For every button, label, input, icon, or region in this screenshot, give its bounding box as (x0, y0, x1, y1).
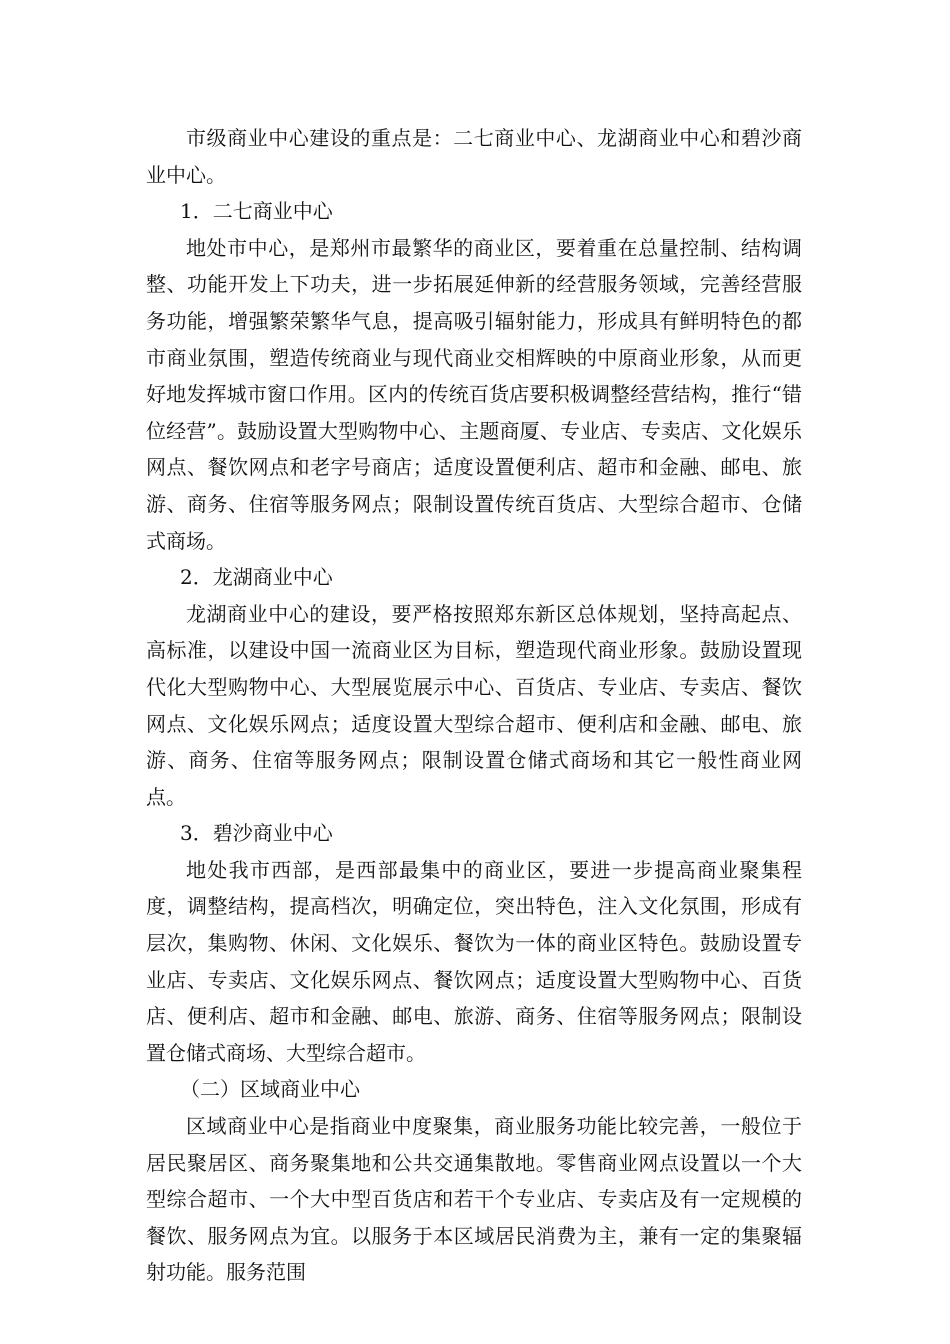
document-body (146, 120, 802, 1291)
section-2-heading: 2．龙湖商业中心 (180, 565, 333, 590)
section-1-paragraph: 地处市中心，是郑州市最繁华的商业区，要着重在总量控制、结构调整、功能开发上下功夫，进一步拓展延伸新的经营服务领域，完善经营服务功能，增强繁荣繁华气息，提高吸引辐射能力，形成具有鲜明特色的都市商业氛围，塑造传统商业与现代商业交相辉映的中原商业形象，从而更好地发挥城市窗口作用。区内的传统百货店要积极调整经营结构，推行“错位经营”。鼓励设置大型购物中心、主题商厦、专业店、专卖店、文化娱乐网点、餐饮网点和老字号商店；适度设置便利店、超市和金融、邮电、旅游、商务、住宿等服务网点；限制设置传统百货店、大型综合超市、仓储式商场。 (146, 235, 802, 553)
intro-paragraph: 市级商业中心建设的重点是：二七商业中心、龙湖商业中心和碧沙商业中心。 (146, 126, 802, 187)
section-3-paragraph: 地处我市西部，是西部最集中的商业区，要进一步提高商业聚集程度，调整结构，提高档次，明确定位，突出特色，注入文化氛围，形成有层次，集购物、休闲、文化娱乐、餐饮为一体的商业区特色。鼓励设置专业店、专卖店、文化娱乐网点、餐饮网点；适度设置大型购物中心、百货店、便利店、超市和金融、邮电、旅游、商务、住宿等服务网点；限制设置仓储式商场、大型综合超市。 (146, 857, 802, 1065)
section-3-heading: 3．碧沙商业中心 (180, 821, 333, 846)
section-2-paragraph: 龙湖商业中心的建设，要严格按照郑东新区总体规划，坚持高起点、高标准，以建设中国一流商业区为目标，塑造现代商业形象。鼓励设置现代化大型购物中心、大型展览展示中心、百货店、专业店、专卖店、餐饮网点、文化娱乐网点；适度设置大型综合超市、便利店和金融、邮电、旅游、商务、住宿等服务网点；限制设置仓储式商场和其它一般性商业网点。 (146, 601, 802, 809)
regional-section-heading: （二）区域商业中心 (180, 1077, 360, 1102)
section-1-heading: 1．二七商业中心 (180, 199, 333, 224)
regional-section-paragraph: 区域商业中心是指商业中度聚集，商业服务功能比较完善，一般位于居民聚居区、商务聚集地和公共交通集散地。零售商业网点设置以一个大型综合超市、一个大中型百货店和若干个专业店、专卖店及有一定规模的餐饮、服务网点为宜。以服务于本区域居民消费为主，兼有一定的集聚辐射功能。服务范围 (146, 1114, 802, 1285)
